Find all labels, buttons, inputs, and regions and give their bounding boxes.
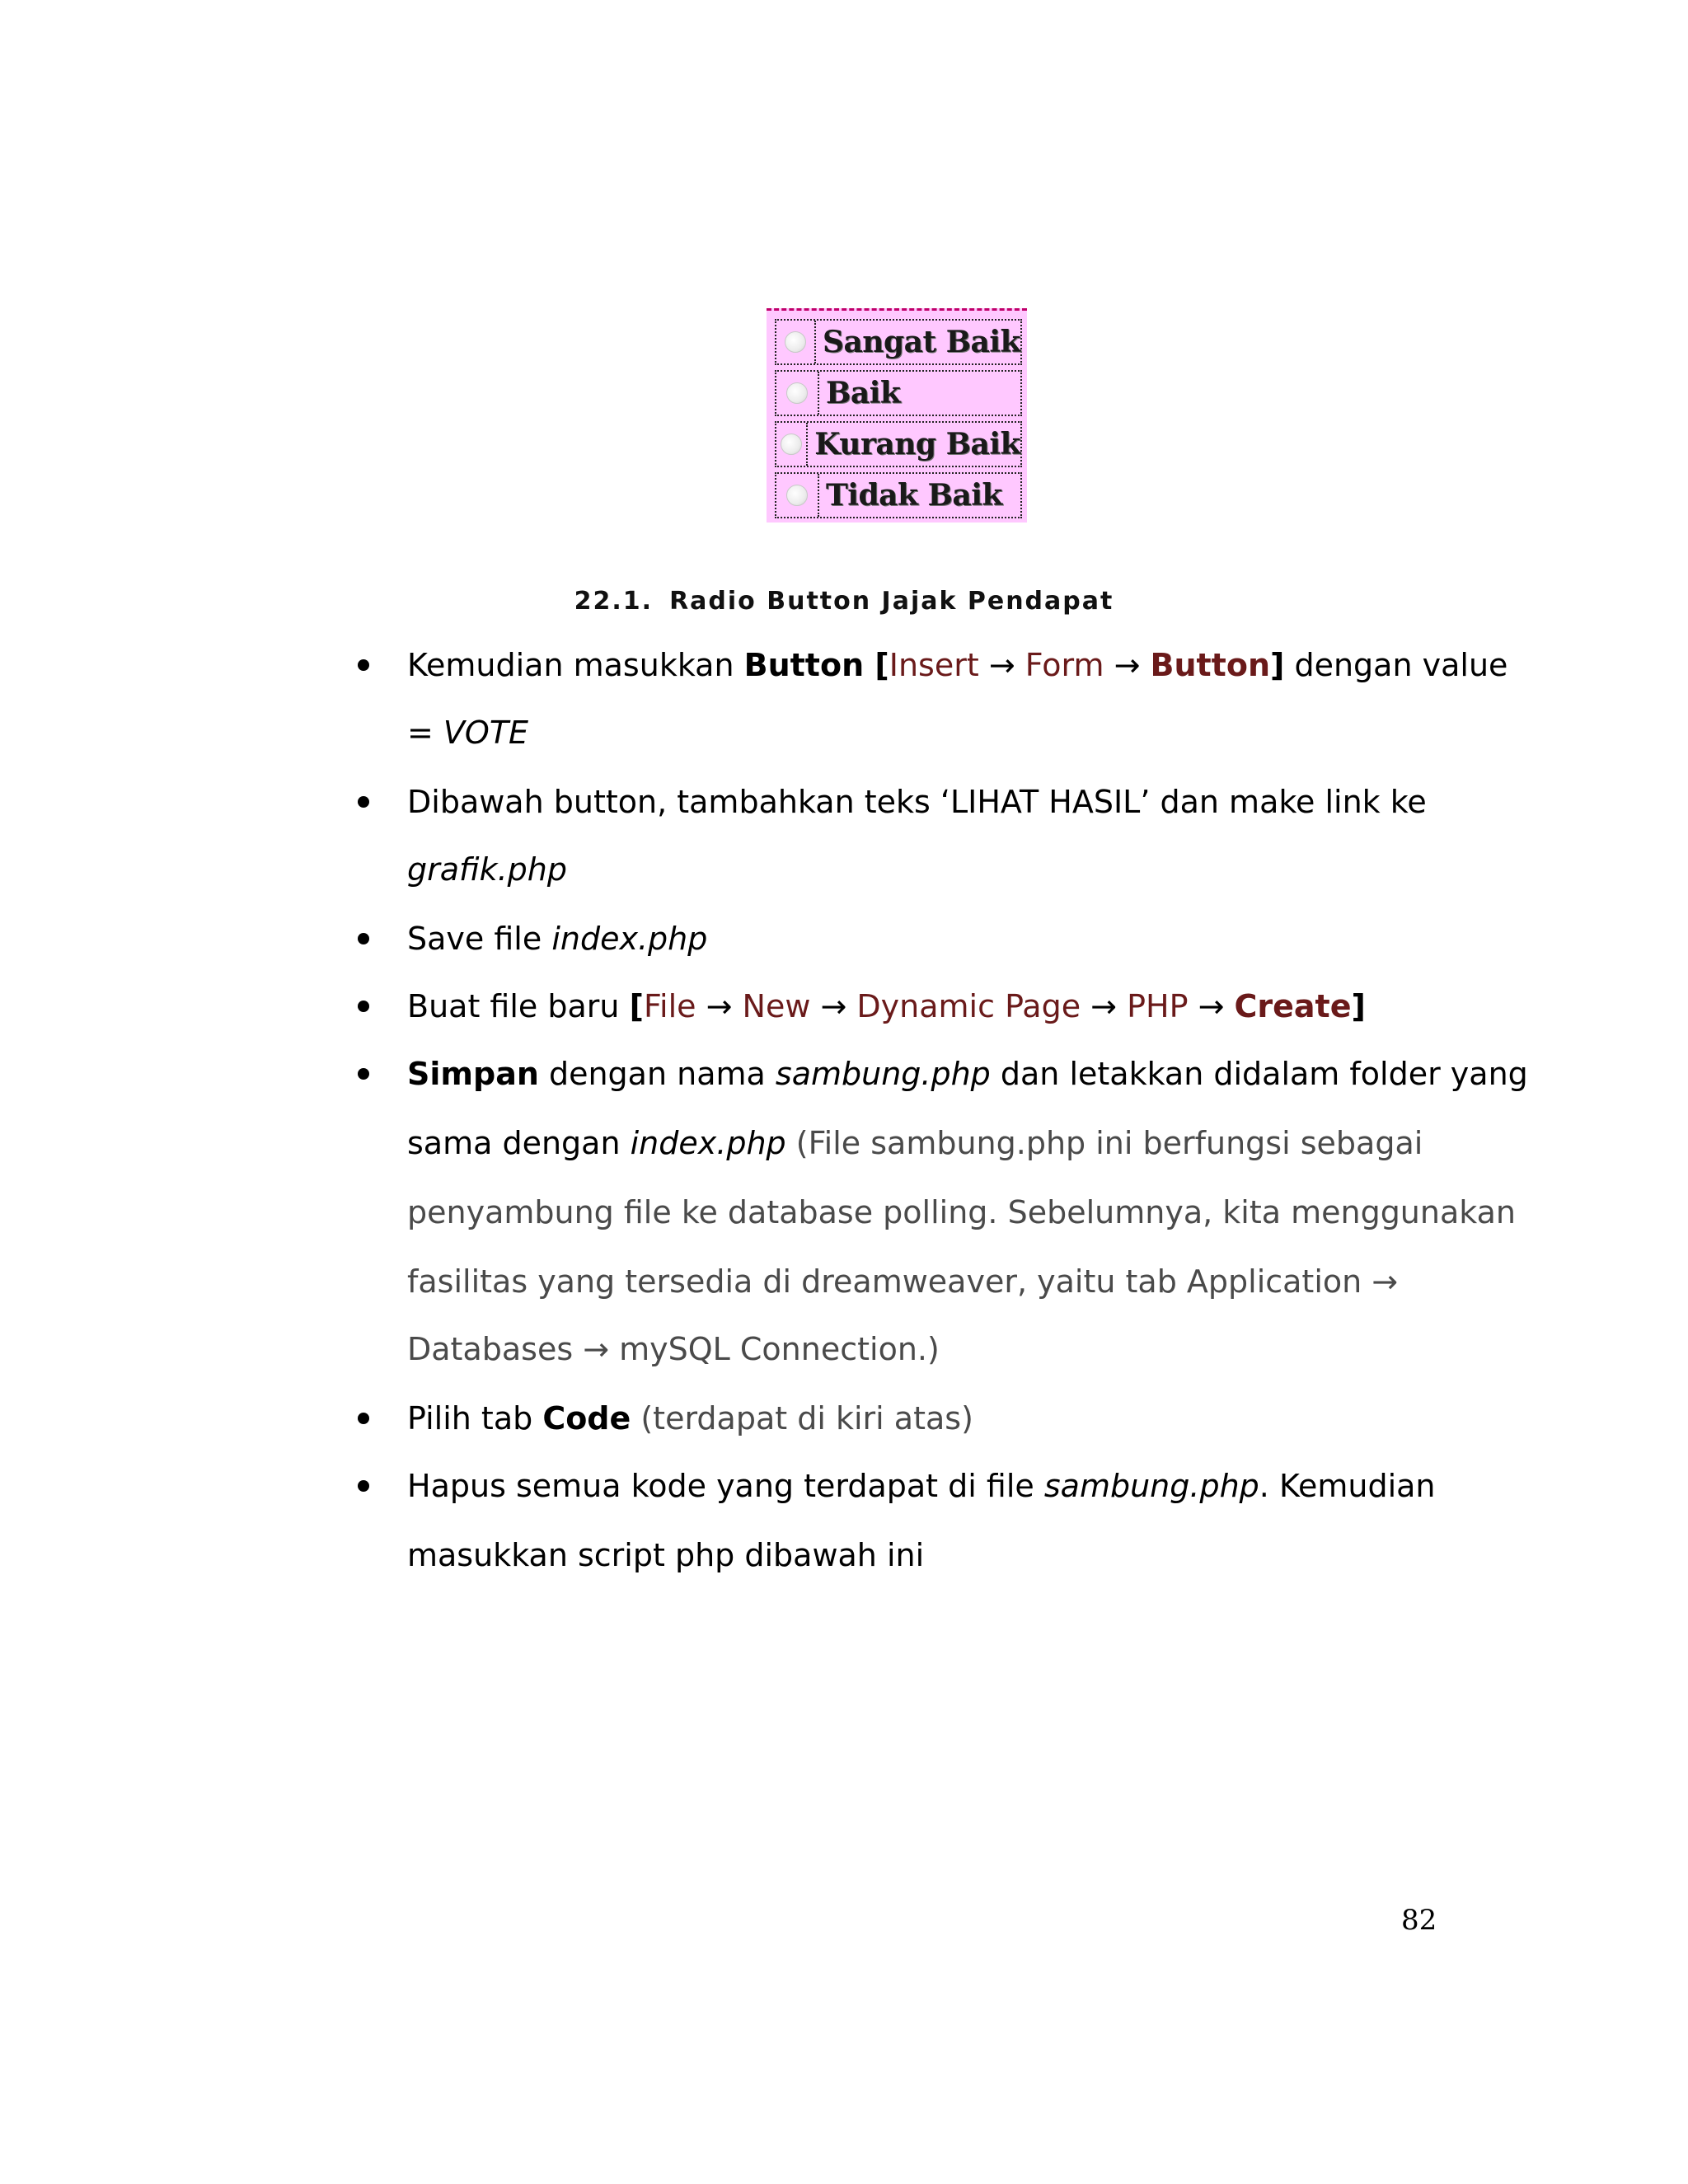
radio-icon[interactable]: [786, 485, 808, 506]
bullet-icon: [358, 1480, 369, 1492]
text-bold: Button: [743, 647, 865, 683]
text-note: (File sambung.php ini berfungsi sebagai: [785, 1125, 1423, 1161]
text-italic: index.php: [630, 1125, 786, 1161]
text: =: [407, 715, 443, 751]
text: dengan value: [1284, 647, 1508, 683]
radio-icon[interactable]: [785, 331, 806, 353]
text: dengan nama: [538, 1056, 776, 1092]
text-bold: Simpan: [407, 1056, 539, 1092]
arrow: →: [696, 988, 743, 1024]
poll-option-kurang-baik[interactable]: [775, 421, 1022, 467]
poll-radio-cell: [776, 474, 819, 517]
text: Dibawah button, tambahkan teks ‘LIHAT HASIL’ dan make link ke: [407, 784, 1427, 820]
bullet-icon: [358, 933, 369, 944]
bullet-4-line-1: [407, 986, 1366, 1027]
text: . Kemudian: [1259, 1468, 1436, 1504]
poll-radio-cell: [776, 423, 808, 466]
bullet-5-line-2: [407, 1122, 1423, 1164]
text: Hapus semua kode yang terdapat di file: [407, 1468, 1044, 1504]
text-bold: Code: [542, 1400, 631, 1436]
caption-text: Radio Button Jajak Pendapat: [669, 587, 1114, 616]
bullet-icon: [358, 1001, 369, 1012]
arrow: →: [1081, 988, 1128, 1024]
arrow: →: [1188, 988, 1235, 1024]
text: dan letakkan didalam folder yang: [990, 1056, 1528, 1092]
text-italic: VOTE: [443, 715, 529, 751]
caption-number: 22.1.: [574, 587, 654, 616]
text: sama dengan: [407, 1125, 631, 1161]
poll-option-sangat-baik[interactable]: [775, 319, 1022, 365]
menu-php: PHP: [1127, 988, 1189, 1024]
bullet-1-line-2: [407, 712, 528, 753]
bullet-icon: [358, 659, 369, 671]
poll-option-label: Tidak Baik: [826, 478, 1002, 513]
arrow: →: [978, 647, 1025, 683]
poll-option-label: Kurang Baik: [814, 427, 1020, 462]
figure-caption: [0, 587, 1688, 616]
bullet-7-line-2: masukkan script php dibawah ini: [407, 1537, 925, 1573]
menu-insert: Insert: [889, 647, 979, 683]
bullet-6-line-1: [407, 1398, 973, 1439]
menu-new: New: [742, 988, 811, 1024]
bullet-icon: [358, 1413, 369, 1424]
text: [: [629, 988, 644, 1024]
menu-file: File: [643, 988, 696, 1024]
bullet-icon: [358, 1068, 369, 1080]
text-italic: grafik.php: [407, 851, 567, 888]
text: Pilih tab: [407, 1400, 543, 1436]
text-note: (terdapat di kiri atas): [631, 1400, 973, 1436]
text: Save file: [407, 921, 552, 957]
bullet-7-line-1: [407, 1465, 1436, 1507]
menu-button: Button: [1150, 647, 1270, 683]
poll-option-tidak-baik[interactable]: [775, 472, 1022, 518]
bullet-5-line-3: penyambung file ke database polling. Sebelumnya, kita menggunakan: [407, 1194, 1516, 1230]
bullet-5-line-4: fasilitas yang tersedia di dreamweaver, yaitu tab Application →: [407, 1263, 1399, 1300]
poll-option-baik[interactable]: [775, 370, 1022, 416]
menu-dynamic-page: Dynamic Page: [856, 988, 1081, 1024]
bullet-3-line-1: [407, 918, 707, 959]
bullet-2-line-2: [407, 849, 567, 890]
menu-create: Create: [1234, 988, 1352, 1024]
poll-option-label: Baik: [826, 376, 901, 410]
bullet-5-line-1: [407, 1053, 1528, 1094]
bullet-2-line-1: [407, 781, 1427, 823]
bullet-1-line-1: [407, 644, 1507, 686]
text: Buat file baru: [407, 988, 630, 1024]
text-italic: sambung.php: [1043, 1468, 1259, 1504]
text: [: [864, 647, 889, 683]
text: Kemudian masukkan: [407, 647, 744, 683]
radio-icon[interactable]: [786, 382, 808, 404]
text-italic: sambung.php: [775, 1056, 991, 1092]
text: ]: [1351, 988, 1366, 1024]
poll-option-label: Sangat Baik: [822, 325, 1020, 359]
arrow: →: [810, 988, 857, 1024]
poll-radio-cell: [776, 321, 816, 363]
bullet-5-line-5: Databases → mySQL Connection.): [407, 1331, 940, 1367]
menu-form: Form: [1025, 647, 1104, 683]
poll-radio-cell: [776, 372, 819, 415]
text-italic: index.php: [551, 921, 708, 957]
arrow: →: [1104, 647, 1151, 683]
bullet-icon: [358, 796, 369, 808]
poll-figure: [767, 308, 1027, 523]
page-number: 82: [1401, 1904, 1437, 1937]
radio-icon[interactable]: [781, 434, 802, 455]
text: ]: [1270, 647, 1285, 683]
